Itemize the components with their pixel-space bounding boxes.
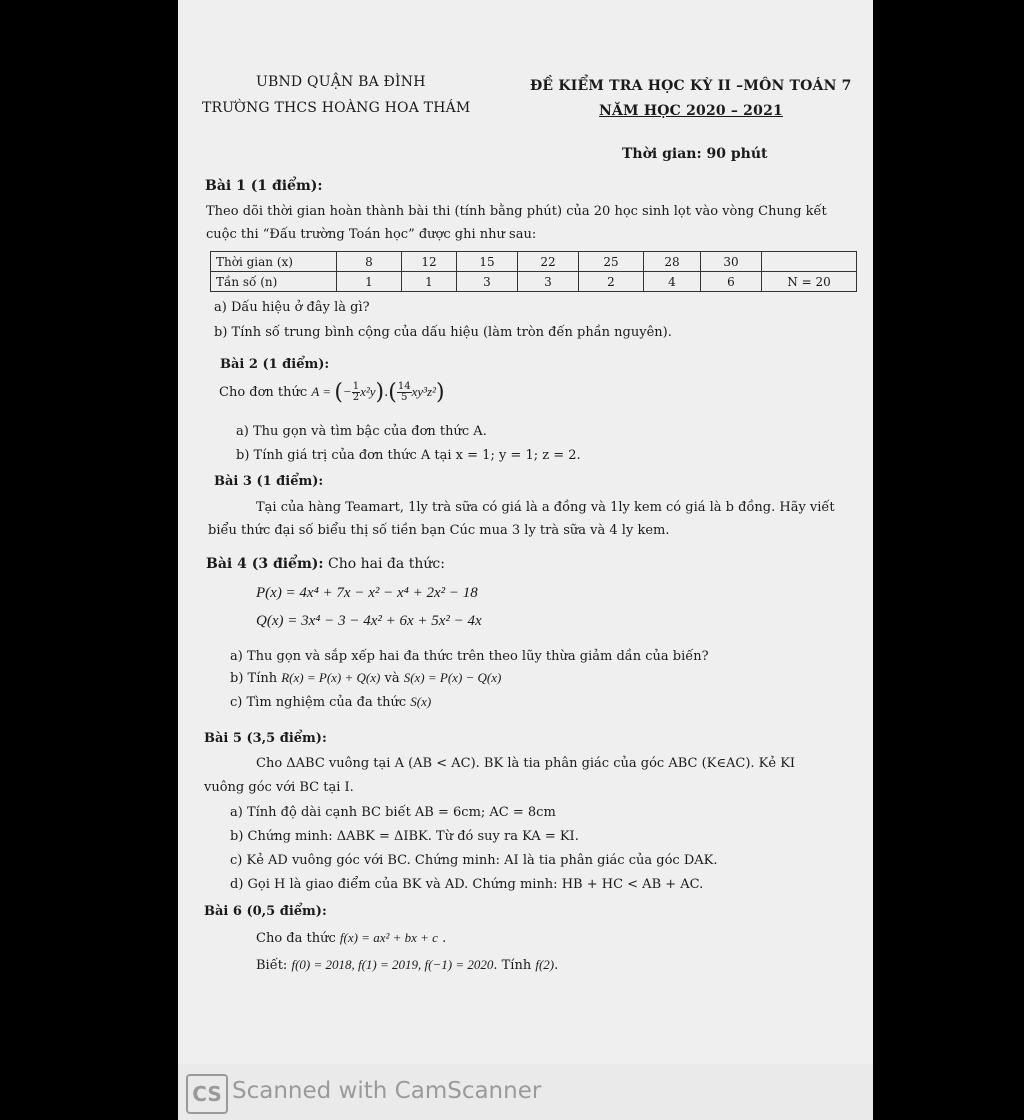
table-cell: Tần số (n) (211, 272, 337, 292)
polynomial-P: P(x) = 4x⁴ + 7x − x² − x⁴ + 2x² − 18 (256, 585, 478, 601)
table-cell: 25 (579, 252, 644, 272)
bai6-line1 (256, 930, 446, 946)
frequency-table (210, 251, 857, 292)
table-cell: 12 (402, 252, 457, 272)
bai2-intro: Cho đơn thức (219, 385, 308, 400)
bai2-title: Bài 2 (1 điểm): (220, 357, 330, 372)
bai5-question-c: c) Kẻ AD vuông góc với BC. Chứng minh: AI là tia phân giác của góc DAK. (230, 853, 718, 868)
bai1-text-line2: cuộc thi “Đấu trường Toán học” được ghi như sau: (206, 227, 537, 242)
bai3-line1: Tại của hàng Teamart, 1ly trà sữa có giá là a đồng và 1ly kem có giá là b đồng. Hãy viết (256, 500, 835, 515)
polynomial-Q: Q(x) = 3x⁴ − 3 − 4x² + 6x + 5x² − 4x (256, 613, 482, 629)
table-cell: 30 (701, 252, 762, 272)
table-cell: 1 (402, 272, 457, 292)
table-cell: 15 (457, 252, 518, 272)
bai4-question-a: a) Thu gọn và sắp xếp hai đa thức trên theo lũy thừa giảm dần của biến? (230, 649, 709, 664)
bai6-line2-mid: . Tính (493, 958, 536, 973)
fraction-numerator: 1 (352, 381, 360, 392)
table-row (211, 272, 857, 292)
bai4-intro: Cho hai đa thức: (328, 556, 445, 572)
bai5-question-a: a) Tính độ dài cạnh BC biết AB = 6cm; AC = 8cm (230, 805, 556, 820)
table-row (211, 252, 857, 272)
fraction-denominator: 2 (352, 392, 360, 403)
camscanner-logo-icon: CS (186, 1074, 228, 1114)
table-cell: Thời gian (x) (211, 252, 337, 272)
bai4-c-label: c) Tìm nghiệm của đa thức (230, 695, 411, 710)
exam-paper (178, 0, 873, 1064)
table-cell: N = 20 (762, 272, 857, 292)
table-cell: 2 (579, 272, 644, 292)
formula-R: R(x) = P(x) + Q(x) (281, 670, 381, 685)
bai4-b-conj: và (380, 671, 404, 686)
table-cell (762, 252, 857, 272)
table-cell: 1 (337, 272, 402, 292)
formula-S-ref: S(x) (410, 694, 432, 709)
bai6-line1-end: . (437, 931, 447, 946)
table-cell: 3 (457, 272, 518, 292)
formula-f2: f(2) (535, 957, 555, 972)
bai5-line1: Cho ΔABC vuông tại A (AB < AC). BK là tia phân giác của góc ABC (K∈AC). Kẻ KI (256, 756, 796, 771)
bai4-b-label: b) Tính (230, 671, 282, 686)
bai6-title: Bài 6 (0,5 điểm): (204, 904, 327, 919)
bai2-question-a: a) Thu gọn và tìm bậc của đơn thức A. (236, 424, 487, 439)
exam-title: ĐỀ KIỂM TRA HỌC KỲ II –MÔN TOÁN 7 (530, 78, 852, 94)
bai6-line2-end: . (554, 958, 559, 973)
camscanner-watermark: Scanned with CamScanner (232, 1078, 542, 1104)
bai5-title: Bài 5 (3,5 điểm): (204, 731, 327, 746)
bai4-question-b (230, 670, 501, 686)
fraction-denominator: 5 (401, 392, 408, 403)
bai5-question-b: b) Chứng minh: ΔABK = ΔIBK. Từ đó suy ra KA = KI. (230, 829, 579, 844)
bai2-formula: Cho đơn thức A = (− $\frac{1}{2}$ x²y).( $\frac{14}{5}$ xy³z²) (219, 380, 445, 405)
bai6-line1-label: Cho đa thức (256, 931, 340, 946)
bai1-question-a: a) Dấu hiệu ở đây là gì? (214, 300, 370, 315)
school-name: TRƯỜNG THCS HOÀNG HOA THÁM (202, 100, 471, 116)
school-district: UBND QUẬN BA ĐÌNH (256, 74, 426, 90)
bai6-line2-label: Biết: (256, 958, 292, 973)
formula-lhs: A = (311, 384, 335, 399)
bai5-question-d: d) Gọi H là giao điểm của BK và AD. Chứng minh: HB + HC < AB + AC. (230, 877, 704, 892)
table-cell: 6 (701, 272, 762, 292)
bai1-title: Bài 1 (1 điểm): (205, 178, 323, 194)
exam-duration: Thời gian: 90 phút (622, 146, 768, 162)
table-cell: 4 (644, 272, 701, 292)
fraction-numerator: 14 (397, 381, 411, 392)
bai2-question-b: b) Tính giá trị của đơn thức A tại x = 1; y = 1; z = 2. (236, 448, 581, 463)
table-cell: 3 (518, 272, 579, 292)
school-year: NĂM HỌC 2020 – 2021 (599, 103, 783, 119)
bai3-title: Bài 3 (1 điểm): (214, 474, 324, 489)
bai1-text-line1: Theo dõi thời gian hoàn thành bài thi (tính bằng phút) của 20 học sinh lọt vào vòng Chung kết (206, 204, 827, 219)
formula-f: f(x) = ax² + bx + c (339, 930, 438, 945)
bai3-line2: biểu thức đại số biểu thị số tiền bạn Cúc mua 3 ly trà sữa và 4 ly kem. (208, 523, 670, 538)
formula-f-values: f(0) = 2018, f(1) = 2019, f(−1) = 2020 (291, 957, 494, 972)
table-cell: 28 (644, 252, 701, 272)
bai4-title: Bài 4 (3 điểm): (206, 556, 324, 572)
formula-S: S(x) = P(x) − Q(x) (403, 670, 502, 685)
table-cell: 8 (337, 252, 402, 272)
bai5-line2: vuông góc với BC tại I. (204, 780, 354, 795)
table-cell: 22 (518, 252, 579, 272)
bai4-question-c (230, 694, 431, 710)
bai4-heading (206, 556, 445, 572)
bai1-question-b: b) Tính số trung bình cộng của dấu hiệu (làm tròn đến phần nguyên). (214, 325, 672, 340)
bai6-line2 (256, 957, 558, 973)
